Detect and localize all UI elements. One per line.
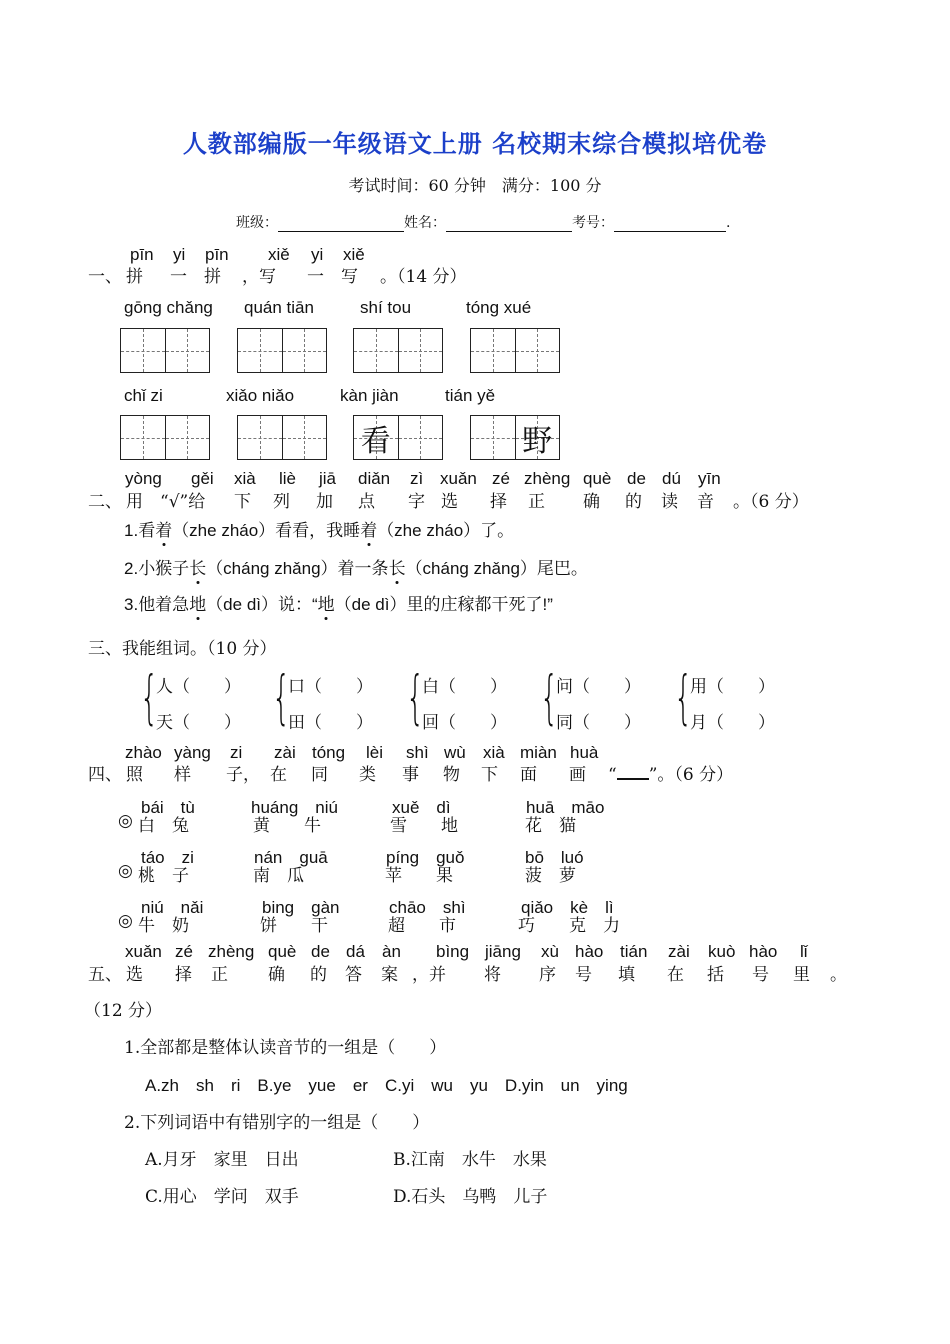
q5-number: 五、 [88,965,122,985]
q2-number: 二、 [88,492,122,512]
q2-char-1: 用 [126,492,143,512]
q2-pinyin-2: gěi [191,469,214,488]
q5-pinyin-9: jiāng [485,942,521,961]
q1-word-1: gōng chǎng [124,298,213,317]
writing-grid[interactable] [237,328,327,373]
brace-icon: { [140,663,159,731]
q2-pinyin-6: diǎn [358,469,391,488]
q4-row2-py2: nán guā [254,848,328,867]
underline-mark [617,764,649,780]
q2-char-14: 音 [697,492,714,512]
q4-char-6: 类 [359,765,376,785]
q5-char-17: 。 [830,965,847,985]
q2-char-2: “√”给 [160,492,206,512]
q4-tail: “ ”。（6 分） [608,765,734,785]
number-blank[interactable] [614,217,726,232]
q1-word-5: chǐ zi [124,386,163,405]
q4-pinyin-8: wù [444,743,466,762]
q1-word-2: quán tiān [244,298,314,317]
q4-pinyin-4: zài [274,743,296,762]
brace-icon: { [406,663,425,731]
q4-row2-py4: bō luó [525,848,584,867]
q1-pinyin-1: pīn [130,245,154,264]
q2-pinyin-12: de [627,469,646,488]
q4-pinyin-7: shì [406,743,429,762]
writing-grid[interactable] [237,415,327,460]
q3-word-bottom[interactable]: 天（ ） [156,713,241,733]
q4-pinyin-11: huà [570,743,599,762]
given-char-ye: 野 [522,423,553,459]
q4-pinyin-3: zi [230,743,243,762]
q3-word-bottom[interactable]: 回（ ） [422,713,507,733]
q5-pinyin-5: de [311,942,330,961]
q1-pinyin-2: yi [173,245,186,264]
brace-icon: { [540,663,559,731]
q5-option-a[interactable]: A.月牙 家里 日出 [145,1150,299,1170]
q4-char-11: 画 [569,765,586,785]
q4-char-9: 下 [481,765,498,785]
q1-char-5: 一 [307,267,324,287]
q5-char-6: 答 [345,965,362,985]
q2-pinyin-9: zé [492,469,510,488]
brace-icon: { [674,663,693,731]
q5-pinyin-14: kuò [708,942,736,961]
q5-option-b[interactable]: B.江南 水牛 水果 [393,1150,547,1170]
q4-pinyin-10: miàn [520,743,557,762]
writing-grid[interactable] [353,328,443,373]
q1-char-4: ，写 [242,267,276,287]
q5-question-1-options[interactable]: A.zh sh ri B.ye yue er C.yi wu yu D.yin un ying [145,1076,628,1095]
q4-char-4: 在 [270,765,287,785]
q5-option-c[interactable]: C.用心 学问 双手 [145,1187,299,1207]
q4-row3-hz2: 饼 干 [260,916,328,936]
q5-pinyin-13: zài [668,942,690,961]
q4-row1-hz3: 雪 地 [390,816,458,836]
q2-char-3: 下 [234,492,251,512]
q5-pinyin-7: àn [382,942,401,961]
q2-pinyin-5: jiā [319,469,337,488]
q4-row3-py2: bing gàn [262,898,340,917]
q2-char-13: 读 [661,492,678,512]
q4-row3-hz3: 超 市 [388,916,456,936]
q4-char-10: 面 [520,765,537,785]
q2-pinyin-11: què [583,469,612,488]
q1-word-4: tóng xué [466,298,532,317]
name-label: 姓名： [404,215,446,231]
q1-word-8: tián yě [445,386,496,405]
q5-char-2: 择 [175,965,192,985]
writing-grid[interactable] [470,415,560,460]
q2-pinyin-10: zhèng [524,469,571,488]
q4-row3-hz4: 巧 克 力 [518,916,620,936]
q4-row1-py4: huā māo [526,798,605,817]
q4-number: 四、 [88,765,122,785]
q4-row2-py3: píng guǒ [386,848,465,867]
q5-pinyin-1: xuǎn [125,942,162,961]
q3-title: 三、我能组词。（10 分） [88,639,277,659]
q1-word-3: shí tou [360,298,412,317]
q2-char-12: 的 [625,492,642,512]
q5-char-11: 号 [575,965,592,985]
q4-row3-py3: chāo shì [389,898,466,917]
q4-row2-hz4: 菠 萝 [525,866,576,886]
q5-char-4: 确 [268,965,285,985]
student-info-line [236,212,730,232]
q5-char-15: 号 [752,965,769,985]
q4-char-1: 照 [126,765,143,785]
q4-pinyin-6: lèi [366,743,384,762]
given-char-kan: 看 [360,423,391,459]
bullet-icon: ◎ [118,811,133,831]
q5-pinyin-8: bìng [436,942,470,961]
q2-char-6: 点 [358,492,375,512]
q1-char-1: 拼 [126,267,143,287]
q5-pinyin-16: lǐ [800,942,808,961]
q4-char-5: 同 [311,765,328,785]
q4-row2-py1: táo zi [141,848,194,867]
q4-row2-hz2: 南 瓜 [253,866,304,886]
q5-char-1: 选 [126,965,143,985]
q2-char-7: 字 [408,492,425,512]
brace-icon: { [272,663,291,731]
q4-pinyin-5: tóng [312,743,346,762]
q3-word-top[interactable]: 口（ ） [288,677,373,697]
q4-row3-py1: niú nǎi [141,898,204,917]
q5-char-7: 案 [381,965,398,985]
q1-char-6: 写 [341,267,358,287]
bullet-icon: ◎ [118,861,133,881]
q4-row1-py2: huáng niú [251,798,338,817]
q2-char-4: 列 [273,492,290,512]
q3-word-bottom[interactable]: 月（ ） [690,713,775,733]
q4-row1-py1: bái tù [141,798,195,817]
q3-word-top[interactable]: 用（ ） [690,677,775,697]
q4-pinyin-9: xià [483,743,505,762]
q4-row1-hz4: 花 猫 [525,816,576,836]
q3-word-bottom[interactable]: 田（ ） [288,713,373,733]
q5-char-3: 正 [211,965,228,985]
q4-row3-hz1: 牛 奶 [138,916,189,936]
q5-char-13: 在 [667,965,684,985]
q4-row2-hz1: 桃 子 [138,866,189,886]
q5-pinyin-3: zhèng [208,942,255,961]
q4-char-7: 事 [402,765,419,785]
q5-char-5: 的 [310,965,327,985]
q4-row2-hz3: 苹 果 [385,866,453,886]
q1-pinyin-6: xiě [343,245,365,264]
q4-pinyin-2: yàng [174,743,211,762]
q5-score: （12 分） [84,1001,163,1021]
q1-pinyin-4: xiě [268,245,290,264]
q2-char-10: 正 [528,492,545,512]
q1-word-6: xiǎo niǎo [226,386,295,405]
q2-item-2: 2.小猴子长（cháng zhǎng）着一条长（cháng zhǎng）尾巴。 [124,559,588,579]
exam-title: 人教部编版一年级语文上册 名校期末综合模拟培优卷 [182,129,768,158]
q3-word-bottom[interactable]: 同（ ） [556,713,641,733]
q5-char-8: ，并 [412,965,446,985]
q2-pinyin-1: yòng [125,469,162,488]
q5-option-d[interactable]: D.石头 乌鸭 儿子 [393,1187,548,1207]
q5-char-10: 序 [539,965,556,985]
q4-pinyin-1: zhào [125,743,162,762]
q5-pinyin-15: hào [749,942,778,961]
q2-char-8: 选 [441,492,458,512]
q4-char-3: 子， [226,765,260,785]
q2-pinyin-8: xuǎn [440,469,477,488]
q5-char-14: 括 [707,965,724,985]
q4-row1-py3: xuě dì [392,798,451,817]
q5-question-2: 2.下列词语中有错别字的一组是（ ） [124,1113,430,1133]
q5-pinyin-6: dá [346,942,365,961]
writing-grid[interactable] [353,415,443,460]
q4-row1-hz2: 黄 牛 [253,816,321,836]
q5-pinyin-11: hào [575,942,604,961]
info-end: . [726,215,731,231]
q2-pinyin-13: dú [662,469,681,488]
q5-question-1: 1.全部都是整体认读音节的一组是（ ） [124,1038,447,1058]
q4-row1-hz1: 白 兔 [138,816,189,836]
q2-pinyin-3: xià [234,469,256,488]
name-blank[interactable] [446,217,572,232]
q1-word-7: kàn jiàn [340,386,399,405]
number-label: 考号： [572,215,614,231]
q2-pinyin-4: liè [279,469,297,488]
q2-char-9: 择 [490,492,507,512]
q1-score: 。（14 分） [380,267,467,287]
writing-grid[interactable] [120,415,210,460]
exam-subtitle: 考试时间：60 分钟 满分：100 分 [348,176,602,195]
q3-word-top[interactable]: 问（ ） [556,677,641,697]
q2-item-3: 3.他着急地（de dì）说：“地（de dì）里的庄稼都干死了!” [124,595,553,615]
q4-char-2: 样 [174,765,191,785]
q5-pinyin-10: xù [541,942,559,961]
q1-pinyin-3: pīn [205,245,229,264]
q1-char-2: 一 [170,267,187,287]
q5-char-9: 将 [484,965,501,985]
q1-pinyin-5: yi [311,245,324,264]
q2-char-5: 加 [316,492,333,512]
q4-char-8: 物 [443,765,460,785]
class-label: 班级： [236,215,278,231]
writing-grid[interactable] [120,328,210,373]
q2-char-11: 确 [583,492,600,512]
q2-pinyin-7: zì [410,469,424,488]
q5-pinyin-2: zé [175,942,193,961]
q1-char-3: 拼 [204,267,221,287]
q2-score: 。（6 分） [733,492,809,512]
q5-pinyin-4: què [268,942,297,961]
q3-word-top[interactable]: 人（ ） [156,677,241,697]
q1-number: 一、 [88,267,122,287]
q2-pinyin-14: yīn [698,469,721,488]
q5-char-16: 里 [793,965,810,985]
q5-char-12: 填 [618,965,635,985]
bullet-icon: ◎ [118,911,133,931]
q2-item-1: 1.看着（zhe zháo）看看，我睡着（zhe zháo）了。 [124,521,515,541]
class-blank[interactable] [278,217,404,232]
writing-grid[interactable] [470,328,560,373]
q3-word-top[interactable]: 白（ ） [422,677,507,697]
q4-row3-py4: qiǎo kè lì [521,898,614,917]
q5-pinyin-12: tián [620,942,648,961]
